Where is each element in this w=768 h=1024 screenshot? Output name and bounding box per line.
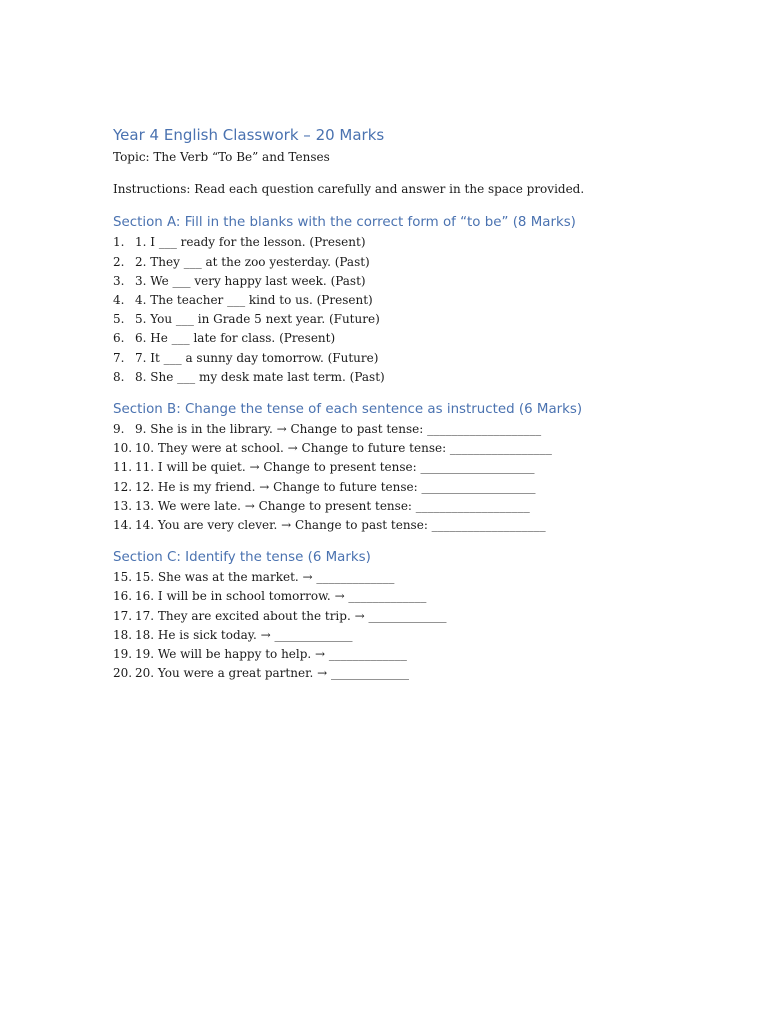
list-item	[113, 420, 673, 439]
item-text: 8. She ___ my desk mate last term. (Past)	[135, 369, 385, 384]
item-number: 4.	[113, 293, 125, 308]
item-text: 17. They are excited about the trip. → _____________	[135, 608, 447, 623]
item-text: 11. I will be quiet. → Change to present tense: ___________________	[135, 460, 535, 475]
item-number: 14.	[113, 518, 133, 533]
item-text: 9. She is in the library. → Change to past tense: ___________________	[135, 422, 542, 437]
item-text: 4. The teacher ___ kind to us. (Present)	[135, 293, 373, 308]
item-text: 12. He is my friend. → Change to future tense: ___________________	[135, 479, 536, 494]
list-item	[113, 497, 673, 516]
item-number: 2.	[113, 254, 125, 269]
item-number: 12.	[113, 479, 133, 494]
item-text: 19. We will be happy to help. → _____________	[135, 647, 407, 662]
list-item	[113, 458, 673, 477]
item-text: 20. You were a great partner. → _____________	[135, 666, 409, 681]
document-page	[113, 124, 673, 683]
list-item	[113, 233, 673, 252]
item-number: 8.	[113, 369, 125, 384]
item-text: 13. We were late. → Change to present tense: ___________________	[135, 498, 530, 513]
topic-line: Topic: The Verb “To Be” and Tenses	[113, 150, 330, 164]
list-item	[113, 349, 673, 368]
item-number: 13.	[113, 498, 133, 513]
item-number: 10.	[113, 441, 133, 456]
list-item	[113, 516, 673, 535]
item-text: 18. He is sick today. → _____________	[135, 627, 353, 642]
list-item	[113, 291, 673, 310]
item-number: 9.	[113, 422, 125, 437]
item-number: 17.	[113, 608, 133, 623]
item-text: 5. You ___ in Grade 5 next year. (Future)	[135, 312, 380, 327]
list-item	[113, 568, 673, 587]
item-text: 10. They were at school. → Change to future tense: _________________	[135, 441, 552, 456]
item-text: 1. I ___ ready for the lesson. (Present)	[135, 235, 366, 250]
list-item	[113, 272, 673, 291]
item-number: 7.	[113, 350, 125, 365]
list-item	[113, 439, 673, 458]
item-text: 14. You are very clever. → Change to past tense: ___________________	[135, 518, 546, 533]
section-c-list	[113, 568, 673, 683]
list-item	[113, 587, 673, 606]
item-text: 2. They ___ at the zoo yesterday. (Past)	[135, 254, 370, 269]
item-number: 18.	[113, 627, 133, 642]
item-number: 11.	[113, 460, 133, 475]
section-b-list	[113, 420, 673, 535]
item-text: 7. It ___ a sunny day tomorrow. (Future)	[135, 350, 379, 365]
list-item	[113, 607, 673, 626]
item-number: 3.	[113, 273, 125, 288]
item-number: 19.	[113, 647, 133, 662]
list-item	[113, 310, 673, 329]
list-item	[113, 329, 673, 348]
list-item	[113, 368, 673, 387]
document-title: Year 4 English Classwork – 20 Marks	[113, 126, 385, 144]
item-number: 15.	[113, 570, 133, 585]
list-item	[113, 478, 673, 497]
instructions-line: Instructions: Read each question carefully and answer in the space provided.	[113, 182, 585, 197]
item-number: 5.	[113, 312, 125, 327]
item-text: 16. I will be in school tomorrow. → _____________	[135, 589, 427, 604]
item-number: 20.	[113, 666, 133, 681]
item-number: 16.	[113, 589, 133, 604]
item-text: 15. She was at the market. → _____________	[135, 570, 395, 585]
list-item	[113, 626, 673, 645]
item-number: 1.	[113, 235, 125, 250]
list-item	[113, 645, 673, 664]
list-item	[113, 253, 673, 272]
section-a-list	[113, 233, 673, 387]
section-a-heading: Section A: Fill in the blanks with the correct form of “to be” (8 Marks)	[113, 215, 576, 231]
item-number: 6.	[113, 331, 125, 346]
list-item	[113, 664, 673, 683]
section-b-heading: Section B: Change the tense of each sentence as instructed (6 Marks)	[113, 402, 583, 418]
section-c-heading: Section C: Identify the tense (6 Marks)	[113, 550, 371, 566]
item-text: 6. He ___ late for class. (Present)	[135, 331, 336, 346]
item-text: 3. We ___ very happy last week. (Past)	[135, 273, 366, 288]
